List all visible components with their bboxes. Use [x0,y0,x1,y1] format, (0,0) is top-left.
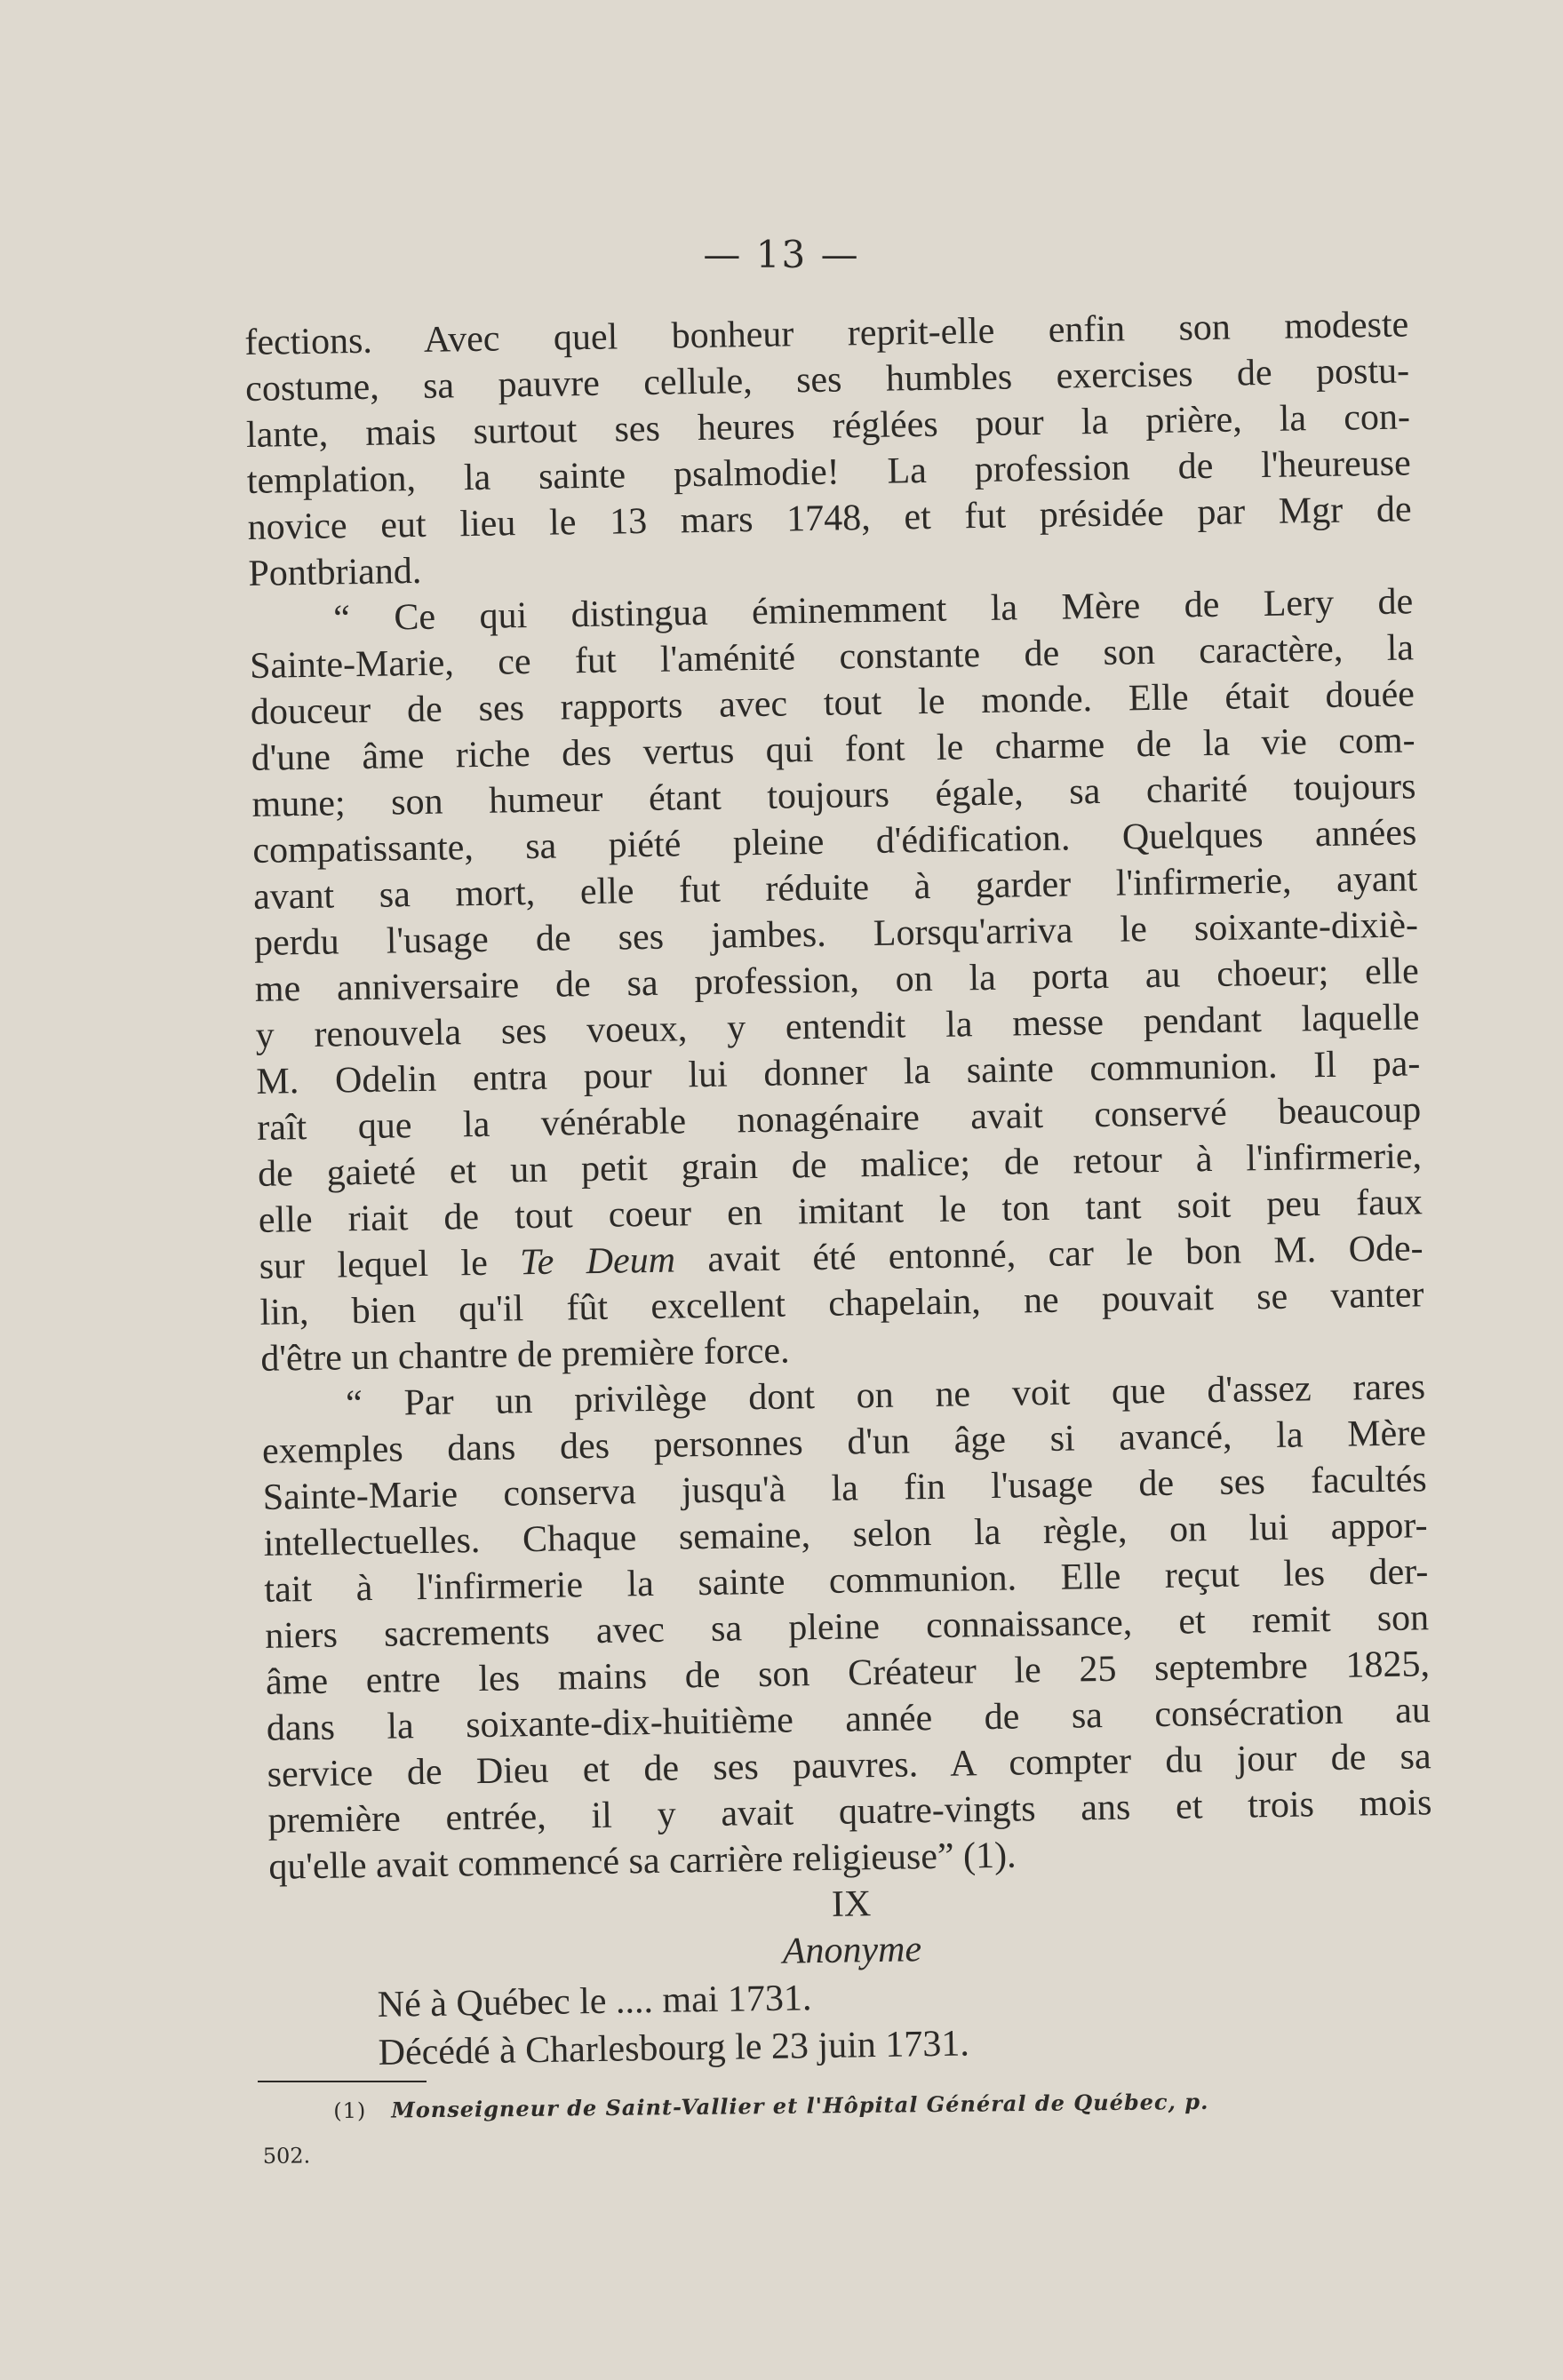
paragraph [249,578,1425,1381]
text-line: tait à l'infirmerie la sainte communion. Elle reçut les der- [264,1551,1429,1611]
text-line: “ Par un privilège dont on ne voit que d'assez rares [345,1366,1426,1425]
text-line: costume, sa pauvre cellule, ses humbles exercises de postu- [244,350,1410,410]
text-line: elle riait de tout coeur en imitant le ton tant soit peu faux [258,1182,1423,1241]
text-line: compatissante, sa piété pleine d'édification. Quelques années [252,812,1417,872]
text-line: âme entre les mains de son Créateur le 25 septembre 1825, [265,1644,1431,1703]
text-line: d'être un chantre de première force. [260,1330,790,1380]
text-line: me anniversaire de sa profession, on la porta au choeur; elle [254,951,1420,1010]
text-line: mune; son humeur étant toujours égale, sa charité toujours [251,766,1416,825]
footnote-continuation: 502. [262,2143,311,2169]
text-line: y renouvela ses voeux, y entendit la messe pendant laquelle [255,997,1420,1056]
text-line: service de Dieu et de ses pauvres. A compter du jour de sa [267,1736,1431,1795]
footnote [262,2077,1418,2178]
text-line: intellectuelles. Chaque semaine, selon la règle, on lui appor- [263,1505,1428,1564]
section-name: Anonyme [782,1929,922,1972]
text-line: niers sacrements avec sa pleine connaissance, et remit son [264,1597,1430,1657]
text-line: douceur de ses rapports avec tout le monde. Elle était douée [250,673,1415,733]
page-number: — 13 — [703,233,860,276]
text-line: “ Ce qui distingua éminemment la Mère de Lery de [332,581,1414,640]
text-line: novice eut lieu le 13 mars 1748, et fut présidée par Mgr de [247,489,1412,548]
footnote-text: Monseigneur de Saint-Vallier et l'Hôpital Général de Québec, p. [391,2088,1209,2123]
text-line: première entrée, il y avait quatre-vingts ans et trois mois [267,1782,1432,1842]
italic-title: Te Deum [519,1239,676,1284]
body-text [244,301,1436,2078]
text-line: Pontbriand. [248,550,422,594]
text-line: fections. Avec quel bonheur reprit-elle enfin son modeste [244,304,1409,363]
paragraphs [244,301,1433,1890]
text-line: raît que la vénérable nonagénaire avait conservé beaucoup [256,1089,1422,1149]
text-line: perdu l'usage de ses jambes. Lorsqu'arriva le soixante-dixiè- [253,904,1419,964]
text-line: lin, bien qu'il fût excellent chapelain, ne pouvait se vanter [259,1274,1424,1333]
death-line: Décédé à Charlesbourg le 23 juin 1731. [378,2023,970,2074]
paragraph [244,301,1413,597]
section-number: IX [831,1883,872,1925]
text-line: M. Odelin entra pour lui donner la sainte communion. Il pa- [256,1043,1421,1102]
paragraph [261,1364,1433,1890]
text-line: d'une âme riche des vertus qui font le charme de la vie com- [251,720,1415,779]
birth-line: Né à Québec le .... mai 1731. [377,1978,812,2026]
text-line: dans la soixante-dix-huitième année de sa consécration au [266,1690,1431,1749]
text-line: templation, la sainte psalmodie! La profession de l'heureuse [246,442,1412,502]
text-line: sur lequel le Te Deum avait été entonné, car le bon M. Ode- [259,1228,1423,1287]
text-line: avant sa mort, elle fut réduite à garder l'infirmerie, ayant [252,858,1418,918]
text-line: qu'elle avait commencé sa carrière religieuse” (1). [268,1835,1017,1888]
text-line: exemples dans des personnes d'un âge si avancé, la Mère [261,1413,1427,1472]
text-line: Sainte-Marie conserva jusqu'à la fin l'usage de ses facultés [262,1459,1428,1518]
text-line: Sainte-Marie, ce fut l'aménité constante de son caractère, la [249,627,1415,687]
text-line: lante, mais surtout ses heures réglées pour la prière, la con- [245,396,1411,456]
footnote-divider [258,2081,427,2082]
section-header [269,1872,1436,2079]
text-line: de gaieté et un petit grain de malice; de retour à l'infirmerie, [257,1135,1423,1195]
footnote-mark: (1) [333,2097,367,2124]
